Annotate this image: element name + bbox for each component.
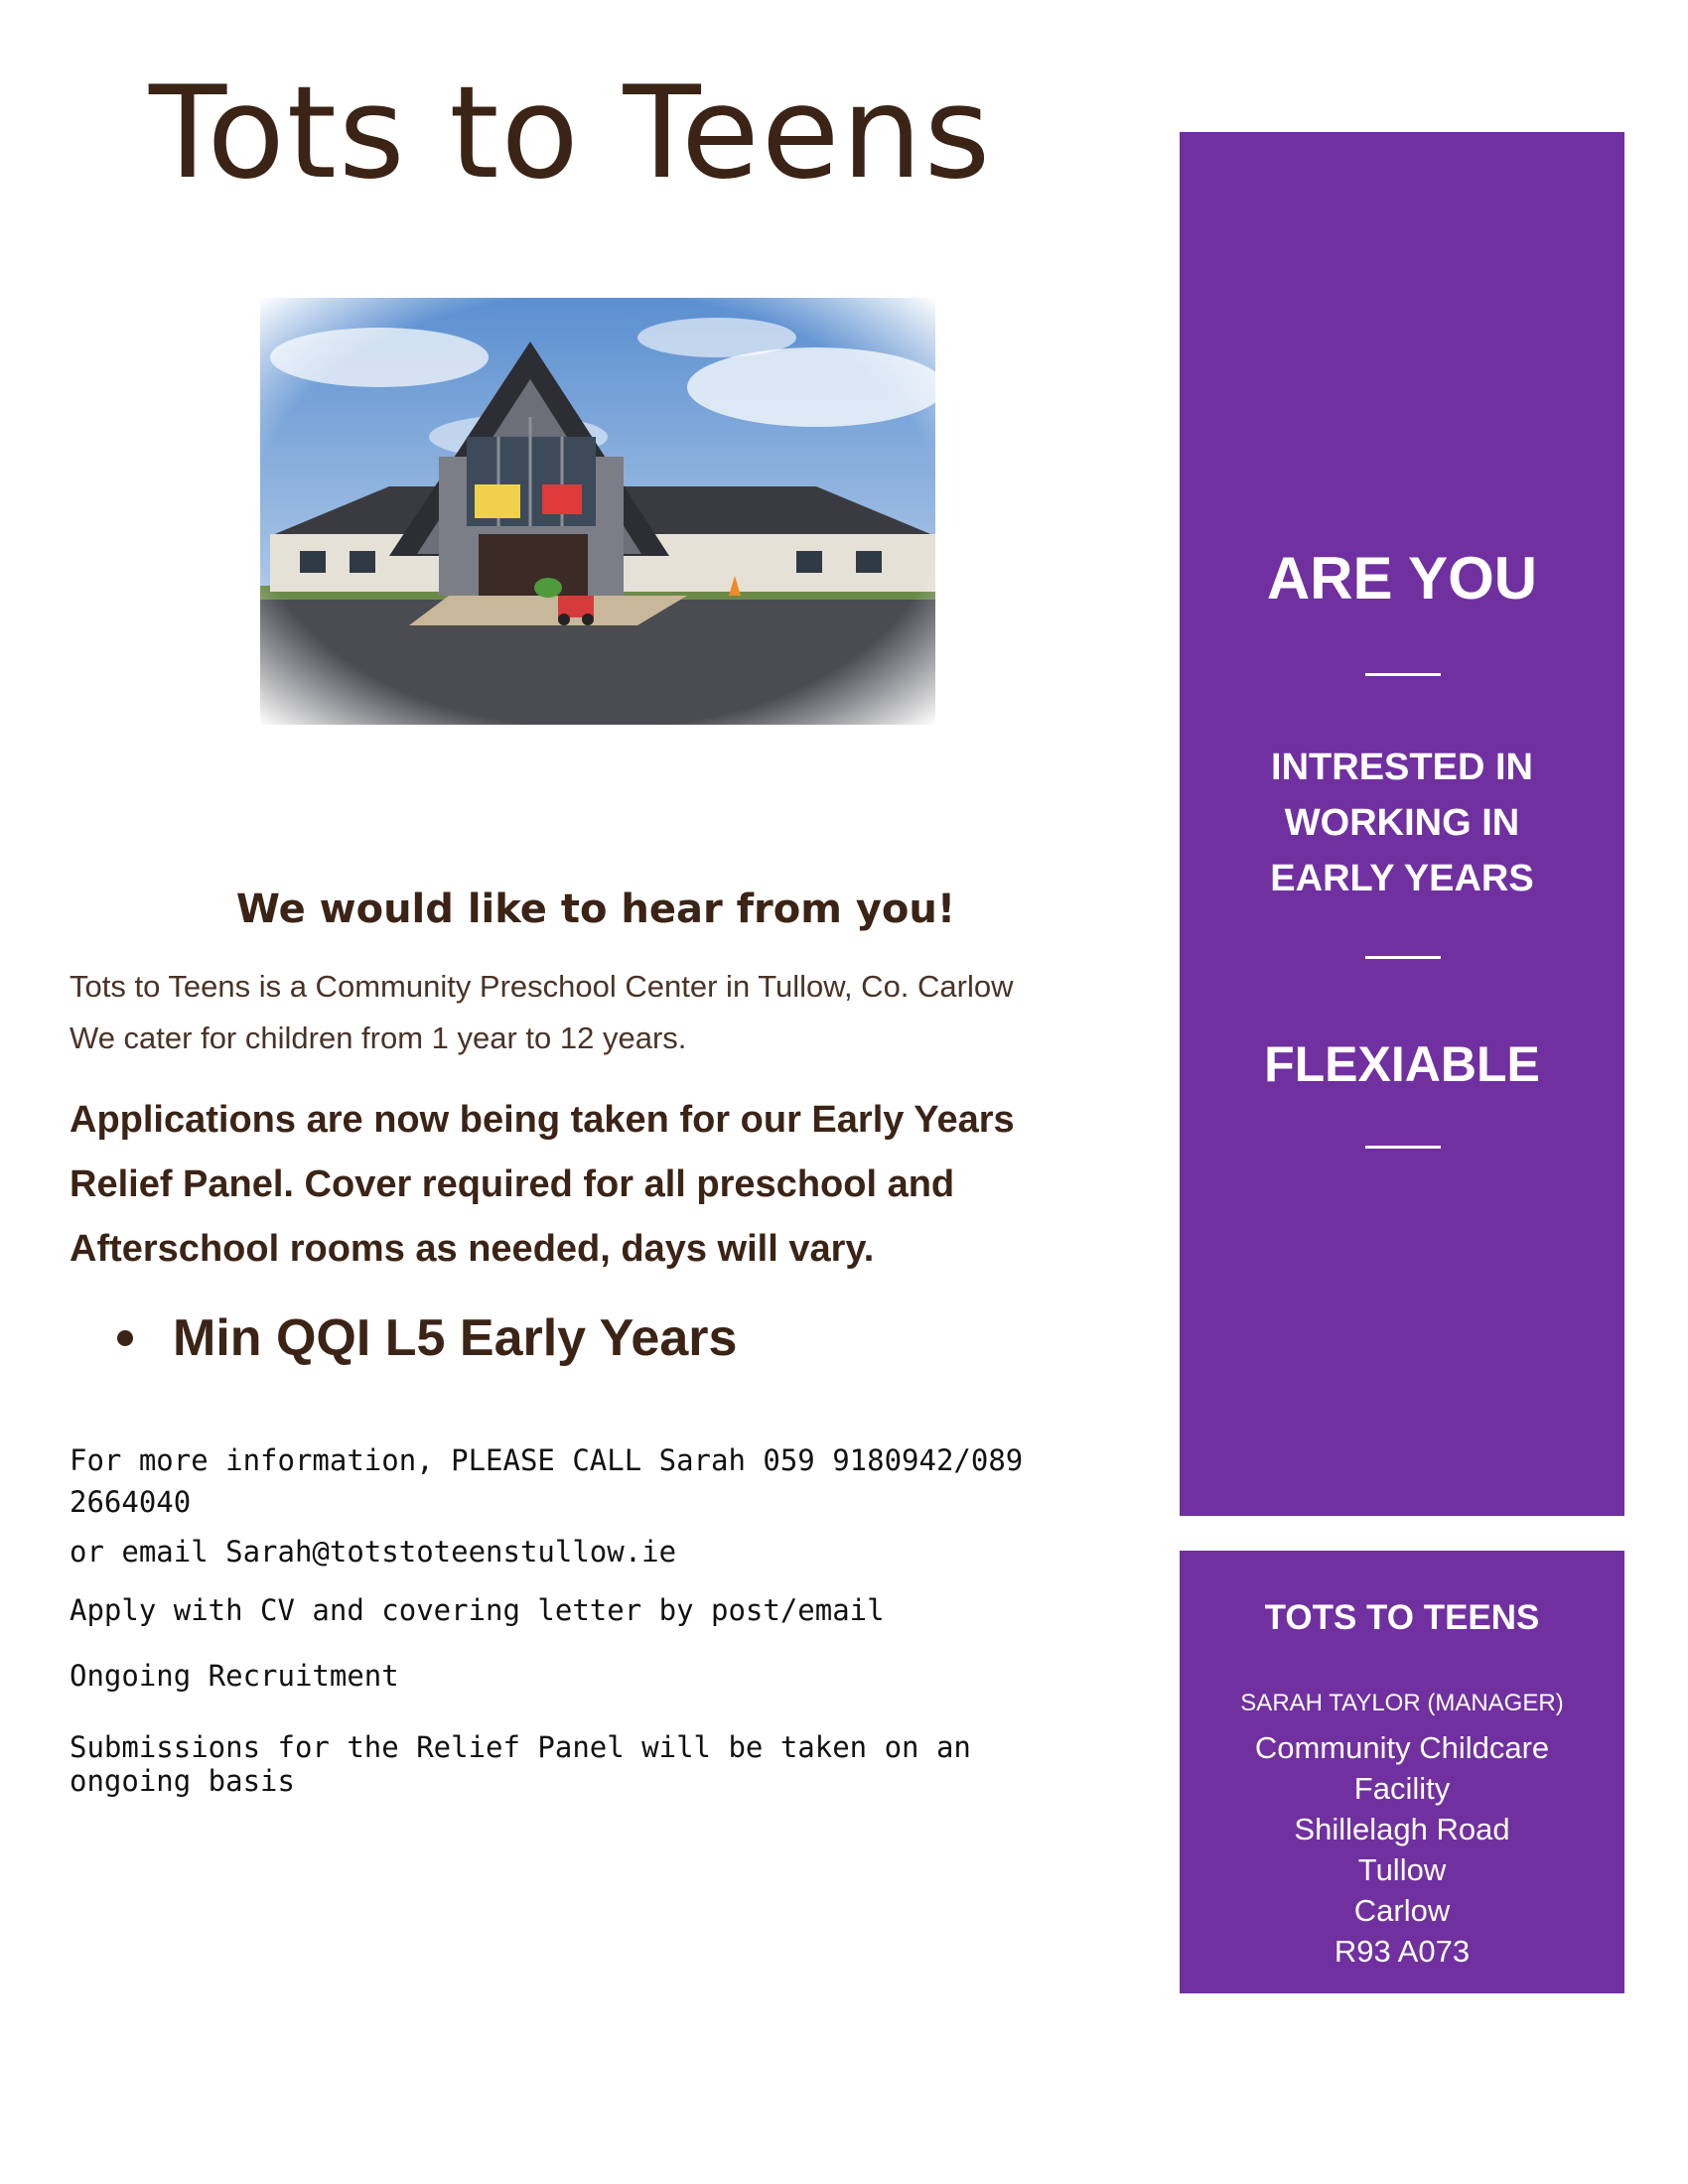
org-name: TOTS TO TEENS bbox=[1264, 1598, 1540, 1637]
manager-name: SARAH TAYLOR (MANAGER) bbox=[1240, 1690, 1564, 1716]
building-photo bbox=[260, 298, 935, 725]
page-title: Tots to Teens bbox=[149, 60, 993, 207]
call-line: For more information, PLEASE CALL Sarah 059 9180942/089 bbox=[70, 1443, 1024, 1477]
divider bbox=[1365, 673, 1441, 676]
submissions-text: Submissions for the Relief Panel will be taken on an ongoing basis bbox=[70, 1730, 971, 1798]
address-line: R93 A073 bbox=[1334, 1934, 1471, 1969]
call-line: 2664040 bbox=[70, 1485, 192, 1519]
divider bbox=[1365, 1146, 1441, 1149]
intro-line: We cater for children from 1 year to 12 years. bbox=[70, 1021, 687, 1055]
call-text bbox=[70, 1439, 1062, 1523]
section-heading: We would like to hear from you! bbox=[235, 887, 956, 932]
divider bbox=[1365, 956, 1441, 959]
intro-line: Tots to Teens is a Community Preschool Center in Tullow, Co. Carlow bbox=[70, 969, 1014, 1004]
bullet-icon bbox=[117, 1330, 133, 1346]
address-line: Carlow bbox=[1353, 1893, 1451, 1928]
address-line: Tullow bbox=[1357, 1852, 1447, 1887]
address bbox=[1180, 1727, 1624, 1972]
apply-text: Apply with CV and covering letter by post/email bbox=[70, 1593, 885, 1627]
requirement-item bbox=[117, 1308, 737, 1368]
ongoing-text: Ongoing Recruitment bbox=[70, 1659, 399, 1693]
interest-line: INTRESTED IN bbox=[1271, 747, 1533, 788]
email-link[interactable]: or email Sarah@totstoteenstullow.ie bbox=[70, 1535, 677, 1569]
sidebar-flexible: FLEXIABLE bbox=[1264, 1036, 1540, 1092]
intro-text bbox=[70, 961, 1122, 1064]
applications-text bbox=[70, 1088, 1142, 1282]
sidebar-panel bbox=[1180, 132, 1624, 1516]
applications-line: Afterschool rooms as needed, days will vary. bbox=[70, 1228, 875, 1270]
requirement-text: Min QQI L5 Early Years bbox=[173, 1309, 738, 1367]
contact-info bbox=[70, 1439, 1062, 1798]
address-line: Community Childcare bbox=[1254, 1730, 1550, 1765]
sidebar-question: ARE YOU bbox=[1266, 545, 1538, 612]
applications-line: Relief Panel. Cover required for all preschool and bbox=[70, 1163, 955, 1205]
interest-line: WORKING IN bbox=[1284, 802, 1520, 844]
sidebar-interest bbox=[1180, 740, 1624, 906]
interest-line: EARLY YEARS bbox=[1270, 858, 1534, 899]
address-panel bbox=[1180, 1551, 1624, 1993]
address-line: Shillelagh Road bbox=[1294, 1812, 1510, 1846]
address-line: Facility bbox=[1353, 1771, 1451, 1806]
applications-line: Applications are now being taken for our Early Years bbox=[70, 1099, 1015, 1141]
